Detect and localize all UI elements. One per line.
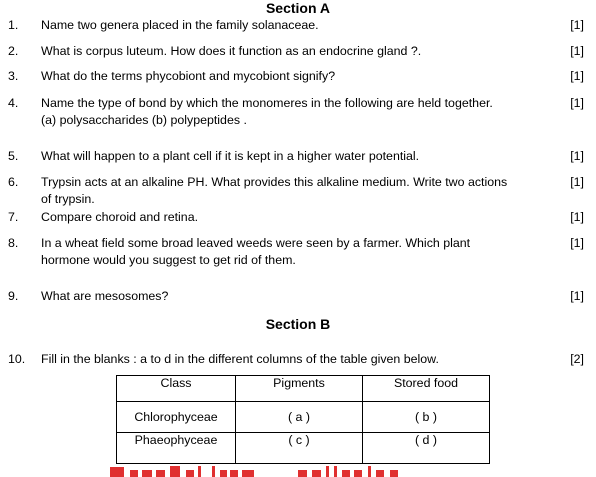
table-header-row: [117, 376, 490, 402]
table-header-cell: Class: [117, 376, 236, 402]
table-header-cell: Stored food: [363, 376, 490, 402]
question-line: What are mesosomes?: [41, 289, 169, 303]
question-line: What do the terms phycobiont and mycobiont signify?: [41, 69, 336, 83]
watermark-text: [108, 457, 438, 477]
table-cell: ( b ): [363, 402, 490, 433]
question-marks: [1]: [570, 289, 584, 303]
question-line: (a) polysaccharides (b) polypeptides .: [41, 113, 247, 127]
question-text: [41, 68, 551, 85]
question-text: [41, 95, 551, 129]
question-line: Name the type of bond by which the monomeres in the following are held together.: [41, 96, 493, 110]
question-number: 9.: [8, 289, 19, 303]
question-text: Fill in the blanks : a to d in the different columns of the table given below.: [41, 352, 439, 366]
question-text: [41, 17, 551, 34]
question-text: [41, 43, 551, 60]
question-marks: [1]: [570, 175, 584, 189]
question-number: 4.: [8, 96, 19, 110]
question-text: [41, 209, 551, 226]
question-number: 6.: [8, 175, 19, 189]
question-marks: [1]: [570, 210, 584, 224]
table-cell: Phaeophyceae: [117, 433, 236, 464]
question-line: In a wheat field some broad leaved weeds were seen by a farmer. Which plant: [41, 236, 471, 250]
watermark-glyphs: [108, 457, 438, 477]
question-text: [41, 288, 551, 305]
table-cell: Chlorophyceae: [117, 402, 236, 433]
question-line: Name two genera placed in the family solanaceae.: [41, 18, 319, 32]
question-line: Compare choroid and retina.: [41, 210, 199, 224]
question-marks: [1]: [570, 44, 584, 58]
question-number: 10.: [8, 352, 26, 366]
table-cell: ( c ): [236, 433, 363, 464]
question-line: hormone would you suggest to get rid of them.: [41, 253, 296, 267]
table-row: [117, 402, 490, 433]
table-header-cell: Pigments: [236, 376, 363, 402]
question-text: [41, 235, 551, 269]
question-number: 3.: [8, 69, 19, 83]
question-number: 2.: [8, 44, 19, 58]
question-text: [41, 174, 551, 208]
section-a-title: Section A: [265, 0, 331, 16]
question-number: 1.: [8, 18, 19, 32]
question-text: [41, 148, 551, 165]
question-number: 7.: [8, 210, 19, 224]
question-number: 8.: [8, 236, 19, 250]
algae-table: [116, 375, 490, 464]
question-line: Trypsin acts at an alkaline PH. What provides this alkaline medium. Write two actions: [41, 175, 508, 189]
question-marks: [2]: [570, 352, 584, 366]
section-b-title: Section B: [265, 316, 331, 332]
question-marks: [1]: [570, 96, 584, 110]
question-marks: [1]: [570, 18, 584, 32]
question-marks: [1]: [570, 236, 584, 250]
question-marks: [1]: [570, 149, 584, 163]
question-marks: [1]: [570, 69, 584, 83]
question-line: of trypsin.: [41, 192, 95, 206]
table-cell: ( a ): [236, 402, 363, 433]
question-number: 5.: [8, 149, 19, 163]
table-cell: ( d ): [363, 433, 490, 464]
question-line: What will happen to a plant cell if it is kept in a higher water potential.: [41, 149, 420, 163]
question-line: What is corpus luteum. How does it function as an endocrine gland ?.: [41, 44, 422, 58]
